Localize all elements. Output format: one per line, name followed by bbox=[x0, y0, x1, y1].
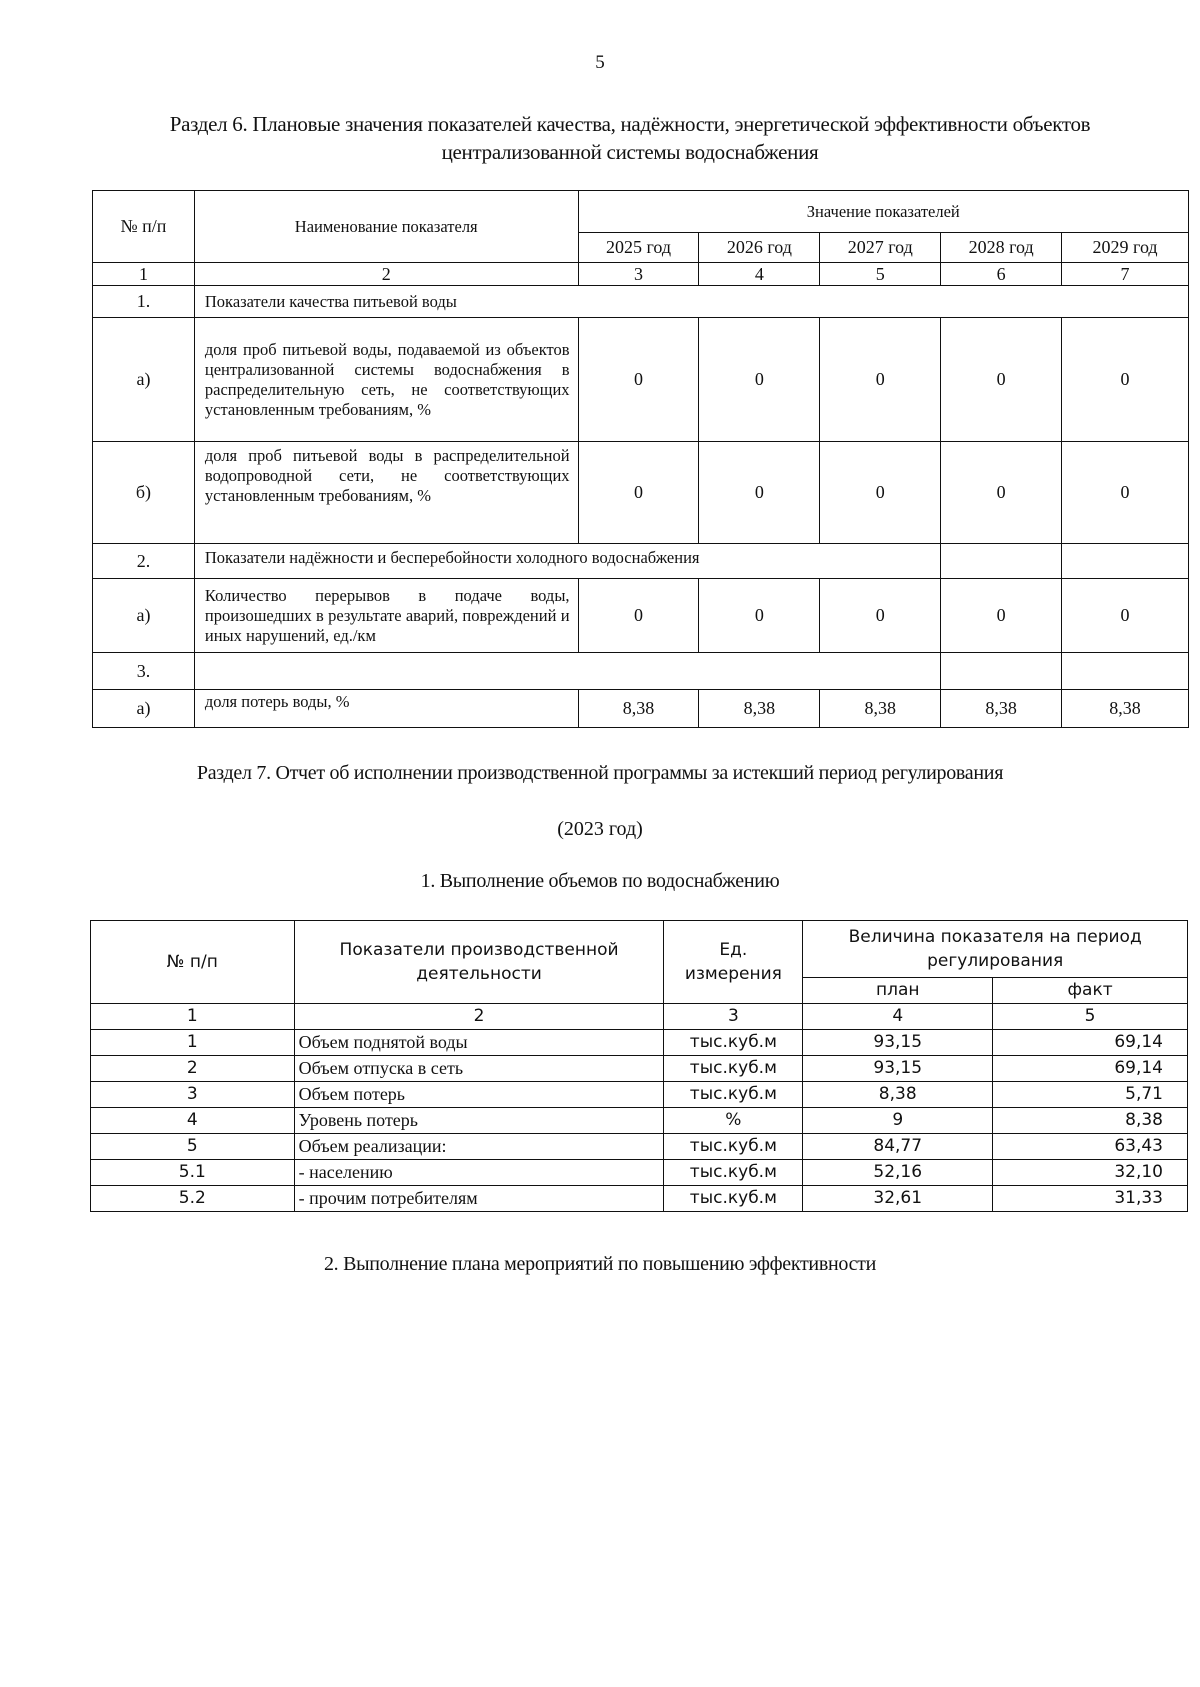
table-row bbox=[91, 1082, 1188, 1108]
row-fact: 8,38 bbox=[993, 1108, 1188, 1134]
header-year: 2026 год bbox=[699, 233, 820, 263]
indicator-text: доля проб питьевой воды, подаваемой из объектов централизованной системы водоснабжения в распределительную сеть, не соответствующих установленным требованиям, % bbox=[194, 318, 578, 442]
indicator-text: доля проб питьевой воды в распределительной водопроводной сети, не соответствующих установленным требованиям, % bbox=[194, 442, 578, 544]
indicator-text: доля потерь воды, % bbox=[194, 690, 578, 728]
value-cell: 0 bbox=[820, 442, 941, 544]
page-number: 5 bbox=[595, 52, 605, 73]
header-fact: факт bbox=[993, 978, 1188, 1004]
value-cell: 0 bbox=[1062, 442, 1189, 544]
section7-title: Раздел 7. Отчет об исполнении производственной программы за истекший период регулирования bbox=[196, 762, 1004, 784]
col-number: 3 bbox=[664, 1004, 803, 1030]
value-cell: 0 bbox=[1062, 318, 1189, 442]
row-fact: 5,71 bbox=[993, 1082, 1188, 1108]
table-row bbox=[91, 1056, 1188, 1082]
header-year: 2027 год bbox=[820, 233, 941, 263]
row-plan: 84,77 bbox=[803, 1134, 993, 1160]
value-cell: 0 bbox=[820, 318, 941, 442]
value-cell: 8,38 bbox=[820, 690, 941, 728]
row-unit: тыс.куб.м bbox=[664, 1134, 803, 1160]
header-year: 2028 год bbox=[941, 233, 1062, 263]
group-num: 1. bbox=[93, 286, 195, 318]
row-num: 5 bbox=[91, 1134, 295, 1160]
section6-title bbox=[100, 110, 1160, 166]
row-num: а) bbox=[93, 579, 195, 653]
empty-cell bbox=[1062, 653, 1189, 690]
value-cell: 0 bbox=[941, 579, 1062, 653]
col-number: 4 bbox=[803, 1004, 993, 1030]
row-num: 4 bbox=[91, 1108, 295, 1134]
empty-cell bbox=[941, 653, 1062, 690]
col-number: 5 bbox=[820, 263, 941, 286]
empty-cell bbox=[941, 544, 1062, 579]
col-number: 2 bbox=[194, 263, 578, 286]
row-num: а) bbox=[93, 690, 195, 728]
row-name: - населению bbox=[294, 1160, 664, 1186]
col-number: 6 bbox=[941, 263, 1062, 286]
col-number: 2 bbox=[294, 1004, 664, 1030]
value-cell: 8,38 bbox=[941, 690, 1062, 728]
value-cell: 0 bbox=[820, 579, 941, 653]
row-num: 2 bbox=[91, 1056, 295, 1082]
row-plan: 9 bbox=[803, 1108, 993, 1134]
row-plan: 93,15 bbox=[803, 1056, 993, 1082]
group-title: Показатели надёжности и бесперебойности холодного водоснабжения bbox=[194, 544, 940, 579]
header-name: Наименование показателя bbox=[194, 191, 578, 263]
row-fact: 63,43 bbox=[993, 1134, 1188, 1160]
value-cell: 0 bbox=[578, 442, 699, 544]
group-num: 2. bbox=[93, 544, 195, 579]
row-name: Объем реализации: bbox=[294, 1134, 664, 1160]
row-fact: 69,14 bbox=[993, 1030, 1188, 1056]
col-number: 1 bbox=[91, 1004, 295, 1030]
col-number: 1 bbox=[93, 263, 195, 286]
row-num: 5.2 bbox=[91, 1186, 295, 1212]
section7-year: (2023 год) bbox=[557, 818, 643, 840]
row-unit: тыс.куб.м bbox=[664, 1030, 803, 1056]
header-num: № п/п bbox=[93, 191, 195, 263]
row-name: Объем поднятой воды bbox=[294, 1030, 664, 1056]
value-cell: 0 bbox=[699, 442, 820, 544]
value-cell: 0 bbox=[578, 579, 699, 653]
row-plan: 8,38 bbox=[803, 1082, 993, 1108]
col-number: 4 bbox=[699, 263, 820, 286]
section7-subtitle2: 2. Выполнение плана мероприятий по повышению эффективности bbox=[323, 1253, 876, 1275]
header-values: Значение показателей bbox=[578, 191, 1188, 233]
row-unit: тыс.куб.м bbox=[664, 1186, 803, 1212]
group-num: 3. bbox=[93, 653, 195, 690]
header-indicators: Показатели производственной деятельности bbox=[294, 921, 664, 1004]
section6-table bbox=[92, 190, 1189, 728]
row-name: Объем потерь bbox=[294, 1082, 664, 1108]
row-num: а) bbox=[93, 318, 195, 442]
row-unit: тыс.куб.м bbox=[664, 1056, 803, 1082]
header-num: № п/п bbox=[91, 921, 295, 1004]
section6-title-line2: централизованной системы водоснабжения bbox=[441, 140, 819, 164]
value-cell: 0 bbox=[699, 579, 820, 653]
row-num: 1 bbox=[91, 1030, 295, 1056]
header-plan: план bbox=[803, 978, 993, 1004]
header-year: 2025 год bbox=[578, 233, 699, 263]
row-plan: 93,15 bbox=[803, 1030, 993, 1056]
row-name: - прочим потребителям bbox=[294, 1186, 664, 1212]
row-plan: 32,61 bbox=[803, 1186, 993, 1212]
table-row bbox=[91, 1160, 1188, 1186]
row-num: 3 bbox=[91, 1082, 295, 1108]
value-cell: 0 bbox=[1062, 579, 1189, 653]
col-number: 5 bbox=[993, 1004, 1188, 1030]
row-name: Уровень потерь bbox=[294, 1108, 664, 1134]
col-number: 7 bbox=[1062, 263, 1189, 286]
row-unit: тыс.куб.м bbox=[664, 1160, 803, 1186]
header-value: Величина показателя на период регулирования bbox=[803, 921, 1188, 978]
row-fact: 32,10 bbox=[993, 1160, 1188, 1186]
group-title: Показатели качества питьевой воды bbox=[194, 286, 1188, 318]
section7-table bbox=[90, 920, 1188, 1212]
section6-title-line1: Раздел 6. Плановые значения показателей качества, надёжности, энергетической эффективности объектов bbox=[169, 112, 1091, 136]
row-fact: 69,14 bbox=[993, 1056, 1188, 1082]
empty-cell bbox=[1062, 544, 1189, 579]
row-unit: % bbox=[664, 1108, 803, 1134]
section7-subtitle1: 1. Выполнение объемов по водоснабжению bbox=[420, 870, 780, 892]
header-year: 2029 год bbox=[1062, 233, 1189, 263]
value-cell: 8,38 bbox=[578, 690, 699, 728]
table-row bbox=[91, 1186, 1188, 1212]
value-cell: 8,38 bbox=[1062, 690, 1189, 728]
empty-cell bbox=[194, 653, 940, 690]
row-fact: 31,33 bbox=[993, 1186, 1188, 1212]
value-cell: 0 bbox=[941, 442, 1062, 544]
row-unit: тыс.куб.м bbox=[664, 1082, 803, 1108]
value-cell: 0 bbox=[699, 318, 820, 442]
value-cell: 0 bbox=[941, 318, 1062, 442]
col-number: 3 bbox=[578, 263, 699, 286]
row-plan: 52,16 bbox=[803, 1160, 993, 1186]
table-row bbox=[91, 1108, 1188, 1134]
row-num: б) bbox=[93, 442, 195, 544]
indicator-text: Количество перерывов в подаче воды, произошедших в результате аварий, повреждений и иных нарушений, ед./км bbox=[194, 579, 578, 653]
table-row bbox=[91, 1134, 1188, 1160]
row-name: Объем отпуска в сеть bbox=[294, 1056, 664, 1082]
header-unit: Ед. измерения bbox=[664, 921, 803, 1004]
table-row bbox=[91, 1030, 1188, 1056]
value-cell: 0 bbox=[578, 318, 699, 442]
row-num: 5.1 bbox=[91, 1160, 295, 1186]
value-cell: 8,38 bbox=[699, 690, 820, 728]
